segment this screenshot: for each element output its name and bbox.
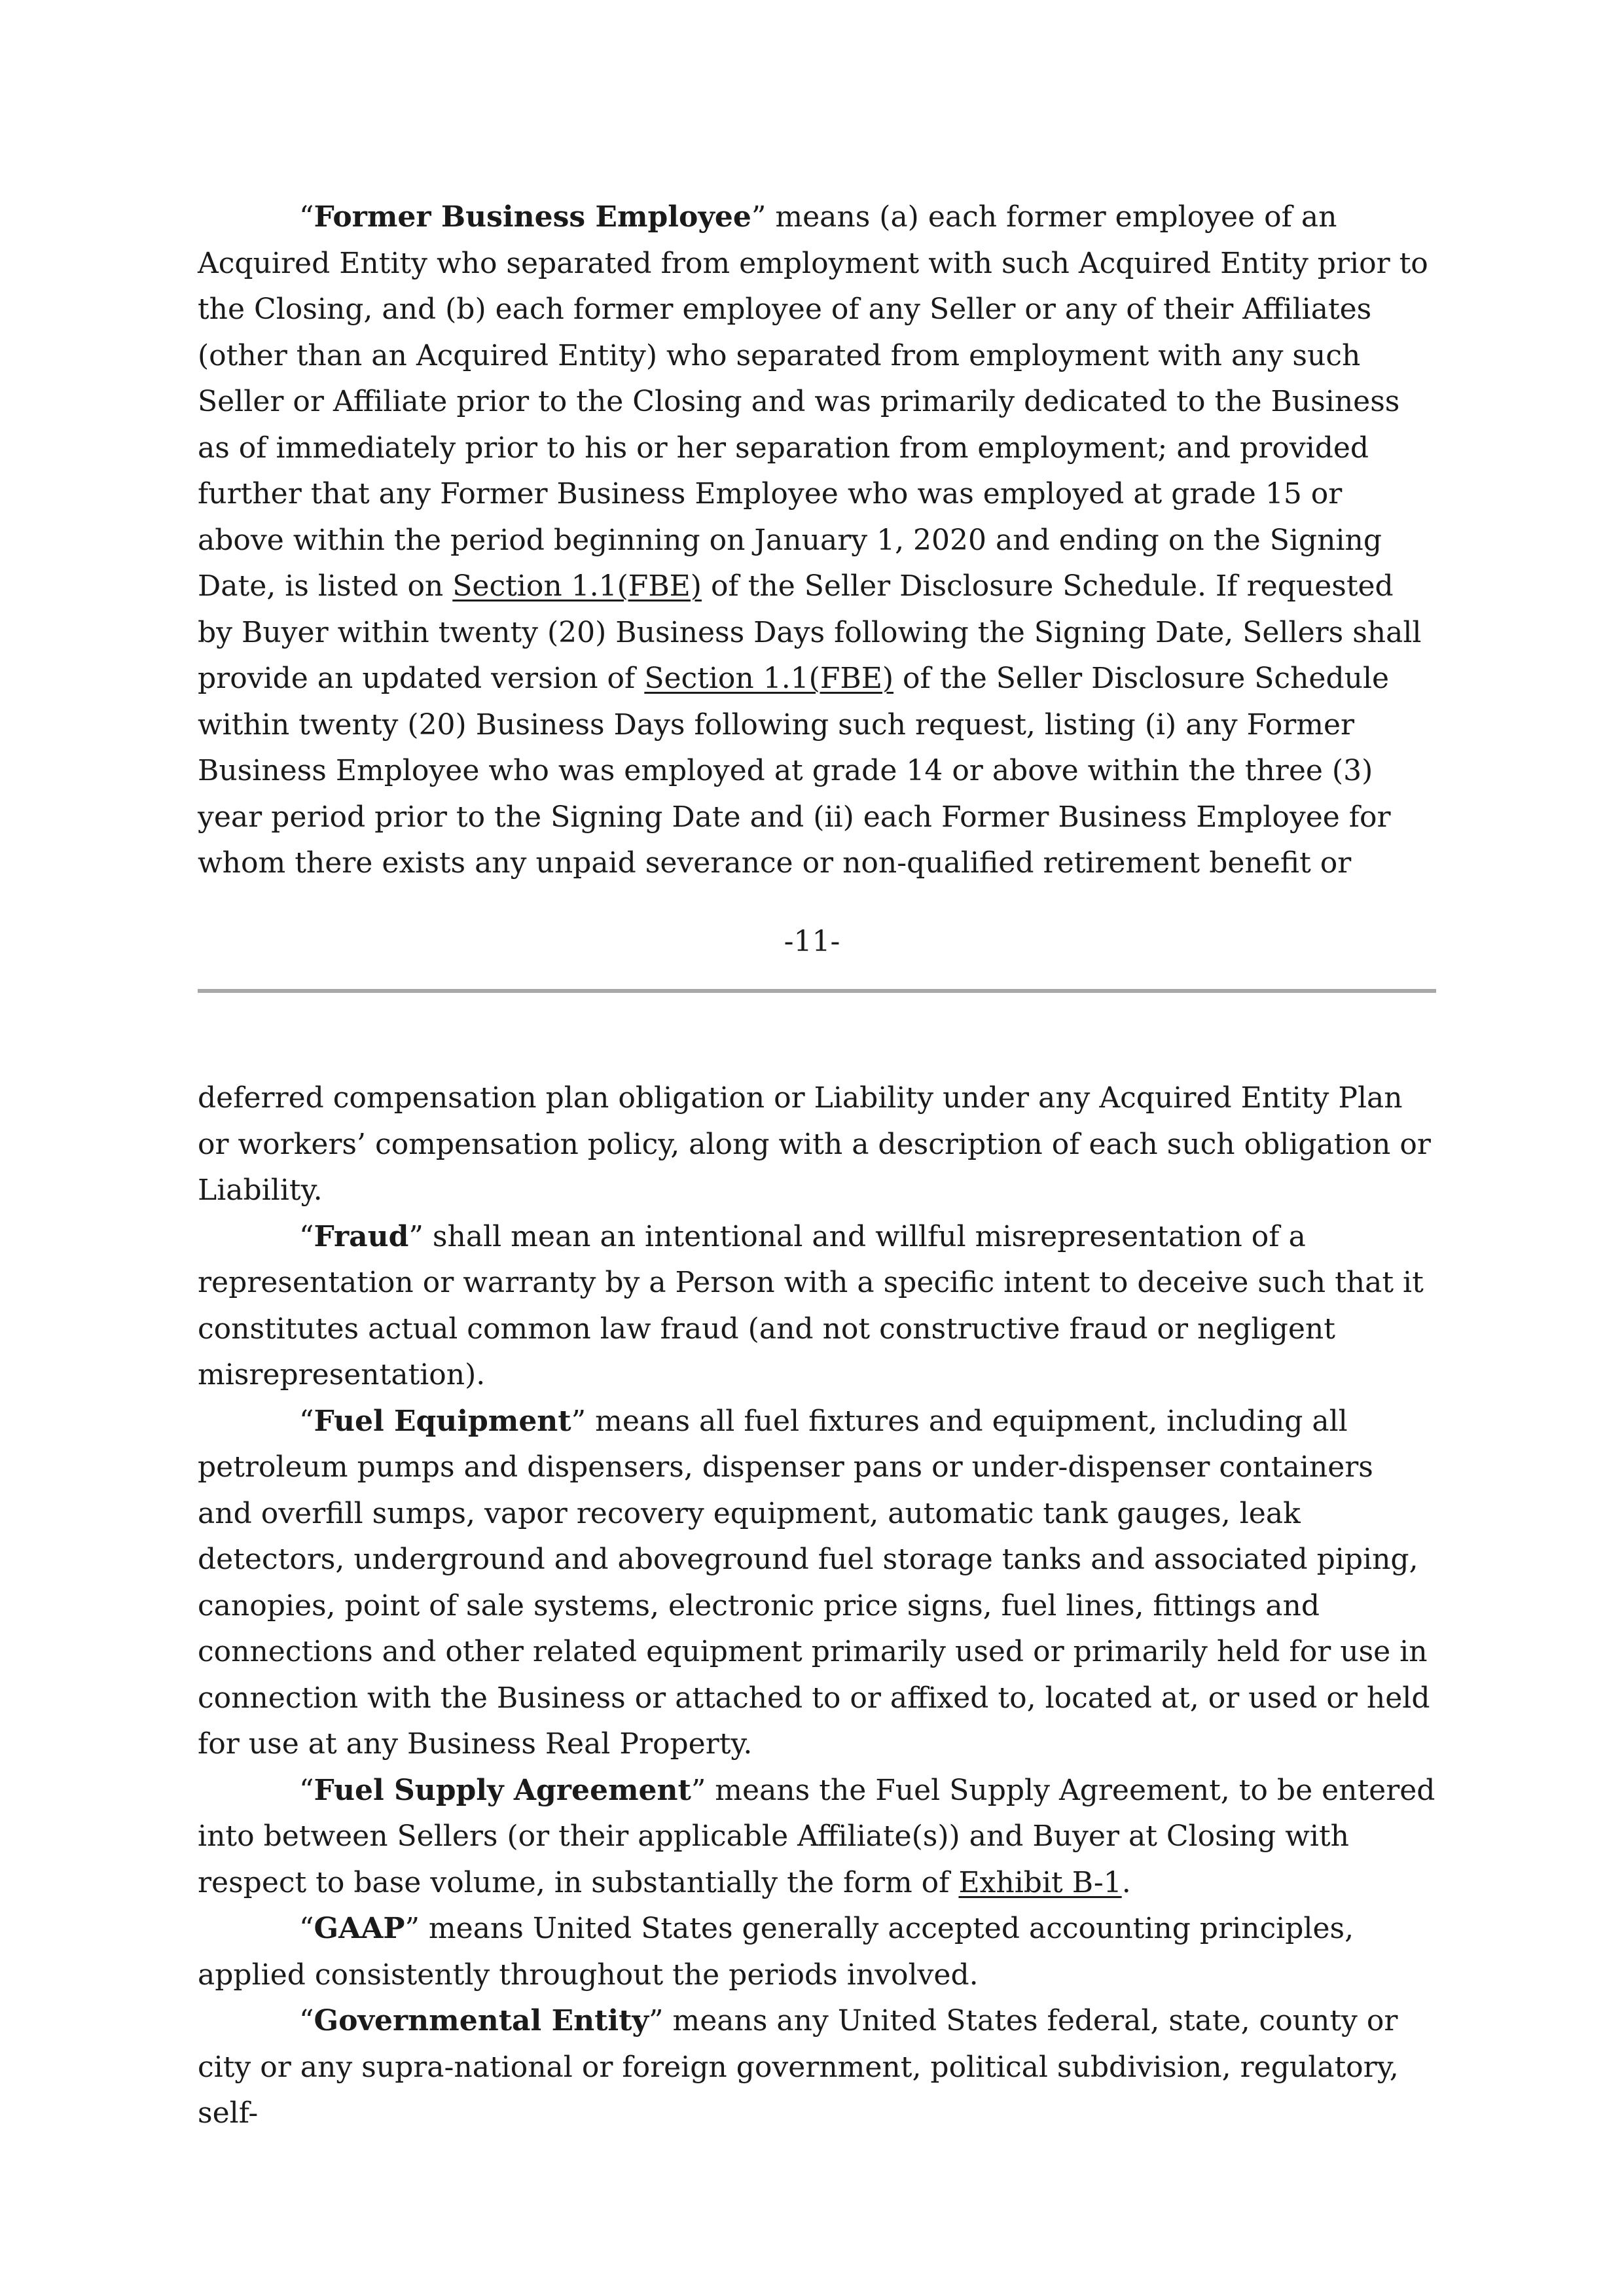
section-reference: Section 1.1(FBE): [452, 569, 702, 603]
section-reference: Section 1.1(FBE): [644, 662, 893, 695]
page-12-body: [198, 1075, 1436, 2137]
defined-term: Former Business Employee: [314, 200, 751, 234]
definition-governmental-entity: “Governmental Entity” means any United States federal, state, county or city or any supra-national or foreign government, political subdivision, regulatory, self-: [198, 2004, 1399, 2130]
definition-fraud: “Fraud” shall mean an intentional and willful misrepresentation of a representation or warranty by a Person with a specific intent to deceive such that it constitutes actual common law fraud (and not constructive fraud or negligent misrepresentation).: [198, 1219, 1424, 1391]
definition-gaap: “GAAP” means United States generally accepted accounting principles, applied consistently throughout the periods involved.: [198, 1912, 1354, 1992]
defined-term: Fraud: [314, 1219, 409, 1253]
page-number: -11-: [784, 925, 840, 958]
definition-former-business-employee: “Former Business Employee” means (a) each former employee of an Acquired Entity who separated from employment with such Acquired Entity prior to the Closing, and (b) each former employee of any Seller or any of their Affiliates (other than an Acquired Entity) who separated from employment with any such Seller or Affiliate prior to the Closing and was primarily dedicated to the Business as of immediately prior to his or her separation from employment; and provided further that any Former Business Employee who was employed at grade 15 or above within the period beginning on January 1, 2020 and ending on the Signing Date, is listed on Section 1.1(FBE) of the Seller Disclosure Schedule. If requested by Buyer within twenty (20) Business Days following the Signing Date, Sellers shall provide an updated version of Section 1.1(FBE) of the Seller Disclosure Schedule within twenty (20) Business Days following such request, listing (i) any Former Business Employee who was employed at grade 14 or above within the three (3) year period prior to the Signing Date and (ii) each Former Business Employee for whom there exists any unpaid severance or non-qualified retirement benefit or: [198, 200, 1428, 880]
defined-term: Fuel Equipment: [314, 1404, 571, 1438]
page-11-body: [198, 194, 1436, 887]
exhibit-reference: Exhibit B-1: [958, 1865, 1122, 1899]
defined-term: Fuel Supply Agreement: [314, 1773, 691, 1807]
page-break-divider: [198, 989, 1436, 993]
defined-term: Governmental Entity: [314, 2004, 649, 2037]
continued-paragraph: deferred compensation plan obligation or Liability under any Acquired Entity Plan or workers’ compensation policy, along with a description of each such obligation or Liability.: [198, 1081, 1431, 1207]
definition-fuel-supply-agreement: “Fuel Supply Agreement” means the Fuel Supply Agreement, to be entered into between Sellers (or their applicable Affiliate(s)) and Buyer at Closing with respect to base volume, in substantially the form of Exhibit B-1.: [198, 1773, 1435, 1899]
definition-fuel-equipment: “Fuel Equipment” means all fuel fixtures and equipment, including all petroleum pumps and dispensers, dispenser pans or under-dispenser containers and overfill sumps, vapor recovery equipment, automatic tank gauges, leak detectors, underground and aboveground fuel storage tanks and associated piping, canopies, point of sale systems, electronic price signs, fuel lines, fittings and connections and other related equipment primarily used or primarily held for use in connection with the Business or attached to or affixed to, located at, or used or held for use at any Business Real Property.: [198, 1404, 1430, 1761]
defined-term: GAAP: [314, 1912, 405, 1945]
